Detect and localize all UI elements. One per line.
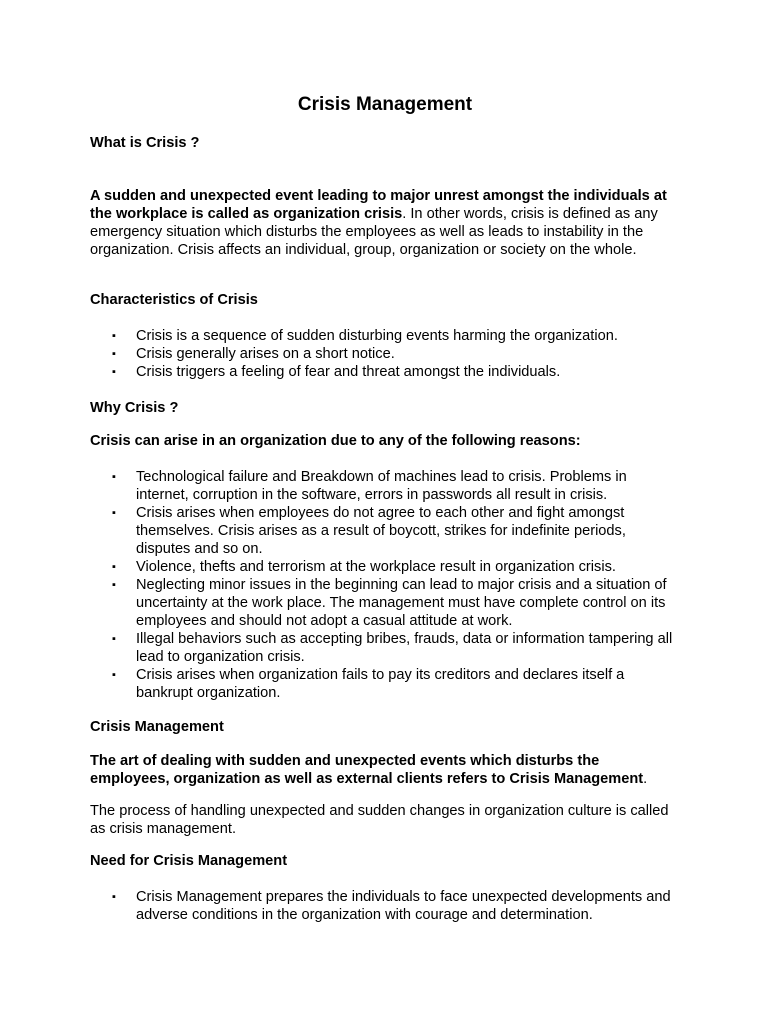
definition-bold-text: A sudden and unexpected event leading to major unrest amongst the individuals at the workplace is called as organization crisis [90,188,667,222]
heading-characteristics: Characteristics of Crisis [90,292,258,308]
reasons-intro: Crisis can arise in an organization due to any of the following reasons: [90,433,581,449]
bullet-icon: ▪ [112,471,116,483]
bullet-icon: ▪ [112,579,116,591]
characteristics-list [90,327,680,381]
bullet-icon: ▪ [112,366,116,378]
list-item: ▪ Crisis triggers a feeling of fear and threat amongst the individuals. [112,364,561,380]
heading-need-for-crisis-management: Need for Crisis Management [90,853,288,869]
bullet-icon: ▪ [112,669,116,681]
crisis-management-process: The process of handling unexpected and sudden changes in organization culture is called as crisis management. [90,803,669,837]
bullet-icon: ▪ [112,330,116,342]
definition-rest-text: . In other words, crisis is defined as any emergency situation which disturbs the employees as well as leads to instability in the organization. Crisis affects an individual, group, organization or society on the whole. [90,206,658,258]
list-item: ▪ Crisis generally arises on a short notice. [112,346,395,362]
heading-crisis-management: Crisis Management [90,719,224,735]
bullet-icon: ▪ [112,561,116,573]
list-item: ▪ Violence, thefts and terrorism at the workplace result in organization crisis. [112,559,616,575]
list-item: ▪ Crisis arises when employees do not agree to each other and fight amongst themselves. Crisis arises as a result of boycott, strikes for indefinite periods, disputes and so on. [112,505,626,557]
cm-definition-rest-text: . [643,771,648,787]
heading-what-is-crisis: What is Crisis ? [90,135,200,151]
list-item: ▪ Crisis is a sequence of sudden disturbing events harming the organization. [112,328,618,344]
reasons-list [90,468,680,702]
definition-paragraph [90,187,680,259]
list-item: ▪ Technological failure and Breakdown of machines lead to crisis. Problems in internet, corruption in the software, errors in passwords all result in crisis. [112,469,627,503]
cm-definition-bold-text: The art of dealing with sudden and unexpected events which disturbs the employees, organization as well as external clients refers to Crisis Management [90,753,644,787]
bullet-icon: ▪ [112,507,116,519]
list-item: ▪ Crisis arises when organization fails to pay its creditors and declares itself a bankrupt organization. [112,667,625,701]
bullet-icon: ▪ [112,891,116,903]
need-list [90,888,680,924]
heading-why-crisis: Why Crisis ? [90,400,179,416]
list-item: ▪ Illegal behaviors such as accepting bribes, frauds, data or information tampering all lead to organization crisis. [112,631,673,665]
list-item: ▪ Neglecting minor issues in the beginning can lead to major crisis and a situation of uncertainty at the work place. The management must have complete control on its employees and should not adopt a casual attitude at work. [112,577,667,629]
list-item: ▪ Crisis Management prepares the individuals to face unexpected developments and adverse conditions in the organization with courage and determination. [112,889,671,923]
bullet-icon: ▪ [112,633,116,645]
document-title: Crisis Management [297,94,473,115]
crisis-management-definition [90,752,680,788]
bullet-icon: ▪ [112,348,116,360]
